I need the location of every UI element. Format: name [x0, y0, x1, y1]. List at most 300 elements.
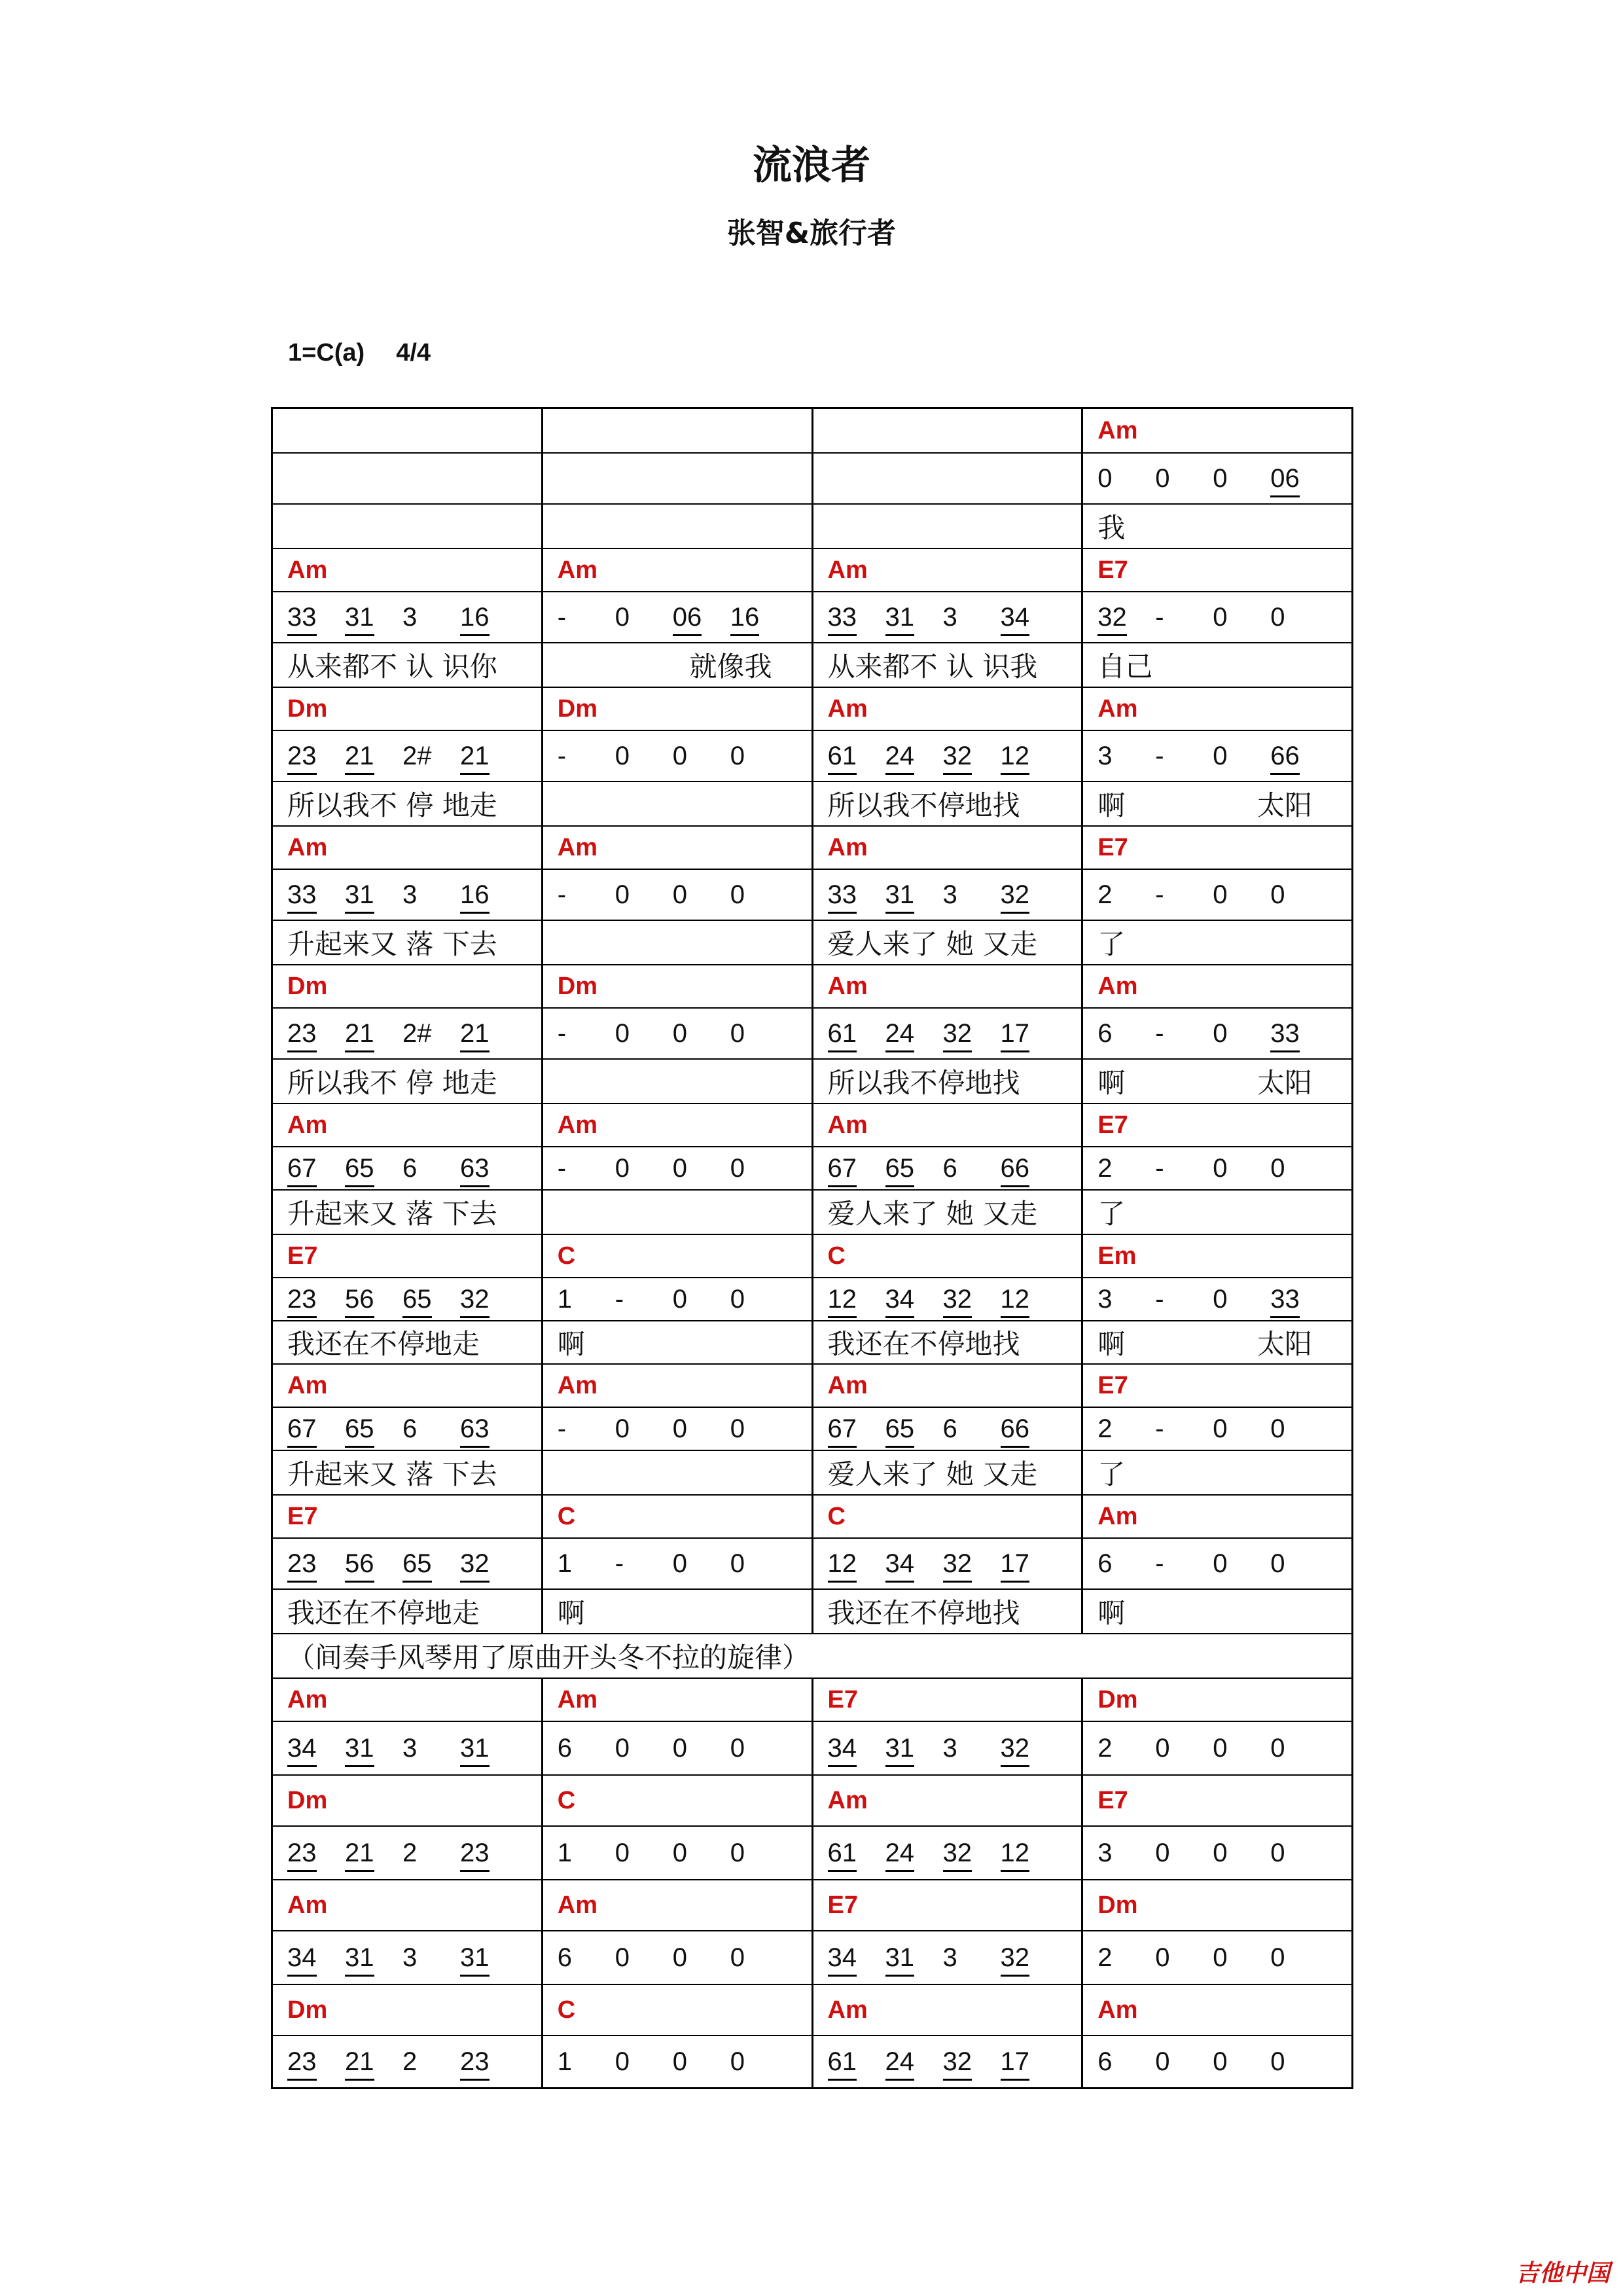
- note: 16: [730, 604, 788, 630]
- note: 0: [672, 1154, 687, 1183]
- chord-label: Am: [557, 1111, 597, 1139]
- notes-row: [273, 1407, 1351, 1450]
- measure-notes: [558, 1155, 812, 1181]
- note: 23: [287, 1020, 345, 1047]
- note: 61: [828, 743, 885, 769]
- note: 66: [1270, 743, 1328, 769]
- chord-cell: [1081, 1496, 1351, 1537]
- chord-label: E7: [827, 1891, 858, 1919]
- chord-cell: [1081, 1776, 1351, 1825]
- note: 33: [828, 604, 885, 630]
- notes-cell: [812, 1539, 1082, 1588]
- chord-label: Am: [1097, 1502, 1138, 1530]
- chord-label: Dm: [1097, 1891, 1138, 1919]
- note: -: [1155, 1414, 1164, 1443]
- note: 0: [615, 1734, 630, 1763]
- chord-cell: [541, 1776, 812, 1825]
- chord-cell: [273, 1985, 541, 2035]
- note: 6: [557, 1734, 572, 1763]
- lyric-cell: [273, 782, 541, 825]
- chord-row: [273, 1494, 1351, 1537]
- note: 0: [1270, 2047, 1285, 2076]
- key-label: 1=C(a): [288, 339, 365, 367]
- note: 34: [885, 1551, 943, 1577]
- note: 0: [615, 742, 630, 770]
- note: 24: [885, 1840, 943, 1866]
- note: 23: [287, 1840, 345, 1866]
- chord-cell: [541, 1365, 812, 1407]
- note: 33: [1270, 1286, 1328, 1312]
- meter-label: 4/4: [396, 339, 431, 367]
- note: 66: [1001, 1416, 1058, 1442]
- note: 0: [730, 742, 745, 770]
- chord-row: [273, 1363, 1351, 1407]
- measure-notes: [558, 1735, 812, 1761]
- notes-row: [273, 1146, 1351, 1189]
- note: 34: [287, 1735, 345, 1761]
- note: 61: [828, 1020, 885, 1047]
- chord-label: Am: [827, 833, 868, 861]
- notes-cell: [273, 1147, 541, 1189]
- notes-row: [273, 591, 1351, 642]
- notes-cell: [1081, 454, 1351, 503]
- chord-label: Am: [827, 972, 868, 1000]
- chord-label: C: [827, 1242, 846, 1270]
- notes-cell: [541, 1009, 812, 1058]
- lyric-text: 从来都不 认 识你: [287, 651, 497, 683]
- note: 65: [402, 1286, 460, 1312]
- notes-cell: [541, 1539, 812, 1588]
- lyric-cell: [273, 1451, 541, 1494]
- chord-row: [273, 1103, 1351, 1146]
- chord-label: Am: [827, 1371, 868, 1399]
- notes-cell: [812, 454, 1082, 503]
- note: 6: [942, 1154, 957, 1183]
- note: 0: [672, 1019, 687, 1048]
- notes-cell: [812, 2036, 1082, 2087]
- chord-cell: [541, 1104, 812, 1146]
- chord-cell: [273, 965, 541, 1007]
- lyric-cell: [541, 1321, 812, 1363]
- chord-row: [273, 964, 1351, 1007]
- note: 0: [1213, 1285, 1228, 1314]
- note: 31: [345, 604, 402, 630]
- notes-cell: [1081, 1408, 1351, 1450]
- measure-notes: [558, 1416, 812, 1442]
- notes-row: [273, 869, 1351, 920]
- note: 31: [460, 1945, 518, 1971]
- note: 23: [287, 1551, 345, 1577]
- chord-cell: [541, 549, 812, 591]
- measure-notes: [828, 743, 1082, 769]
- lyric-text: 所以我不 停 地走: [287, 789, 497, 821]
- lyric-text: 了: [1097, 1458, 1126, 1490]
- chord-label: Am: [287, 833, 328, 861]
- chord-label: Dm: [557, 694, 597, 723]
- lyric-text: 啊: [1097, 1328, 1126, 1360]
- interlude-note: （间奏手风琴用了原曲开头冬不拉的旋律）: [287, 1641, 810, 1674]
- measure-notes: [558, 1840, 812, 1866]
- measure-notes: [558, 743, 812, 769]
- chord-row: [273, 1234, 1351, 1277]
- note: 61: [828, 1840, 885, 1866]
- notes-cell: [1081, 731, 1351, 781]
- lyric-row: [273, 781, 1351, 825]
- notes-cell: [541, 1827, 812, 1879]
- note: 17: [1001, 1551, 1058, 1577]
- chord-label: Am: [827, 1786, 868, 1814]
- lyric-text: 从来都不 认 识我: [827, 651, 1038, 683]
- lyric-cell: [1081, 782, 1351, 825]
- measure-notes: [287, 743, 541, 769]
- note: 0: [672, 742, 687, 770]
- note: 3: [942, 1943, 957, 1972]
- lyric-cell: [541, 1191, 812, 1234]
- measure-notes: [287, 1840, 541, 1866]
- chord-cell: [541, 1679, 812, 1721]
- note: 17: [1001, 2049, 1058, 2075]
- lyric-cell: [541, 643, 812, 687]
- chord-cell: [1081, 688, 1351, 730]
- chord-cell: [812, 965, 1082, 1007]
- note: -: [1155, 1154, 1164, 1183]
- measure-notes: [558, 2049, 812, 2075]
- note: 0: [615, 1414, 630, 1443]
- lyric-cell: [812, 1590, 1082, 1633]
- lyric-cell: [812, 1191, 1082, 1234]
- lyric-text: 我: [1097, 512, 1126, 544]
- chord-label: C: [827, 1502, 846, 1530]
- note: 0: [1213, 2047, 1228, 2076]
- chord-label: Dm: [1097, 1685, 1138, 1713]
- chord-label: Am: [557, 1685, 597, 1713]
- chord-cell: [812, 1104, 1082, 1146]
- note: 24: [885, 1020, 943, 1047]
- note: 66: [1001, 1155, 1058, 1181]
- lyric-cell: [812, 1321, 1082, 1363]
- measure-notes: [558, 1286, 812, 1312]
- chord-cell: [273, 827, 541, 869]
- chord-cell: [1081, 1880, 1351, 1930]
- notes-cell: [1081, 2036, 1351, 2087]
- notes-cell: [541, 1278, 812, 1320]
- note: 0: [730, 1549, 745, 1578]
- notes-cell: [273, 1931, 541, 1984]
- note: 3: [942, 880, 957, 909]
- note: 3: [402, 1943, 418, 1972]
- note: 0: [672, 1285, 687, 1314]
- note: 34: [828, 1945, 885, 1971]
- note: 12: [828, 1551, 885, 1577]
- note: 1: [557, 1839, 572, 1867]
- lyric-text: 了: [1097, 1198, 1126, 1230]
- chord-cell: [273, 1880, 541, 1930]
- chord-label: E7: [1097, 1786, 1128, 1814]
- lyric-cell: [812, 782, 1082, 825]
- chord-label: C: [557, 1786, 576, 1814]
- song-artist: 张智&旅行者: [726, 217, 897, 250]
- chord-cell: [812, 1776, 1082, 1825]
- note: 0: [1213, 1414, 1228, 1443]
- notes-cell: [541, 1408, 812, 1450]
- measure-notes: [1097, 1840, 1351, 1866]
- chord-label: Am: [287, 1685, 328, 1713]
- note: 6: [1097, 1019, 1113, 1048]
- notes-cell: [541, 1147, 812, 1189]
- chord-label: Am: [287, 556, 328, 584]
- chord-label: Dm: [287, 1996, 328, 2024]
- note: 12: [1001, 743, 1058, 769]
- note: 32: [943, 743, 1001, 769]
- note: 1: [557, 2047, 572, 2076]
- note: 0: [672, 1839, 687, 1867]
- lyric-text: 爱人来了 她 又走: [827, 1198, 1038, 1230]
- chord-row: [273, 1879, 1351, 1930]
- note: 33: [287, 882, 345, 908]
- notes-cell: [541, 592, 812, 642]
- note: 3: [1097, 742, 1113, 770]
- chord-row: [273, 1984, 1351, 2035]
- chord-cell: [1081, 965, 1351, 1007]
- notes-cell: [541, 2036, 812, 2087]
- chord-cell: [1081, 827, 1351, 869]
- note: 3: [402, 880, 418, 909]
- lyric-text: 我还在不停地走: [287, 1328, 480, 1360]
- chord-label: Am: [287, 1371, 328, 1399]
- notes-cell: [1081, 1539, 1351, 1588]
- notes-cell: [1081, 870, 1351, 920]
- notes-cell: [1081, 1722, 1351, 1774]
- note: 1: [557, 1285, 572, 1314]
- lyric-cell: [1081, 505, 1351, 548]
- note: 67: [287, 1155, 345, 1181]
- note: -: [1155, 880, 1164, 909]
- lyric-text: 自己: [1097, 651, 1153, 683]
- chord-label: E7: [1097, 556, 1128, 584]
- measure-notes: [828, 1735, 1082, 1761]
- chord-cell: [812, 1365, 1082, 1407]
- chord-cell: [1081, 409, 1351, 452]
- note: 0: [1213, 1154, 1228, 1183]
- lyric-cell: [541, 782, 812, 825]
- note: 32: [943, 1840, 1001, 1866]
- chord-label: Am: [1097, 972, 1138, 1000]
- chord-row: [273, 825, 1351, 869]
- note: 16: [460, 604, 518, 630]
- chord-label: E7: [1097, 1111, 1128, 1139]
- notes-cell: [812, 1278, 1082, 1320]
- notes-row: [273, 1825, 1351, 1879]
- note: 67: [828, 1155, 885, 1181]
- note: 0: [672, 1549, 687, 1578]
- note: 0: [1270, 1549, 1285, 1578]
- notes-row: [273, 1537, 1351, 1588]
- measure-notes: [1097, 604, 1351, 630]
- lyric-cell: [1081, 921, 1351, 964]
- chord-cell: [541, 1235, 812, 1277]
- note: 31: [345, 882, 402, 908]
- note: 23: [287, 1286, 345, 1312]
- notes-cell: [812, 1827, 1082, 1879]
- notes-cell: [812, 1722, 1082, 1774]
- lyric-cell: [273, 505, 541, 548]
- note: 0: [615, 1839, 630, 1867]
- note: 0: [615, 1019, 630, 1048]
- lyric-row: [273, 1320, 1351, 1363]
- note: 32: [1001, 1735, 1058, 1761]
- note: 34: [885, 1286, 943, 1312]
- notes-cell: [812, 870, 1082, 920]
- full-row: [273, 1633, 1351, 1677]
- measure-notes: [1097, 1155, 1351, 1181]
- chord-label: Am: [287, 1891, 328, 1919]
- note: 2: [402, 2047, 418, 2076]
- key-signature: [288, 339, 462, 367]
- note: 65: [402, 1551, 460, 1577]
- note: 34: [1001, 604, 1058, 630]
- chord-cell: [812, 688, 1082, 730]
- notes-cell: [273, 1539, 541, 1588]
- chord-cell: [273, 549, 541, 591]
- notes-cell: [812, 592, 1082, 642]
- measure-notes: [287, 1945, 541, 1971]
- chord-cell: [812, 1985, 1082, 2035]
- chord-label: E7: [287, 1502, 318, 1530]
- lyric-text: 了: [1097, 928, 1126, 960]
- chord-label: Am: [1097, 694, 1138, 723]
- note: 31: [885, 1945, 943, 1971]
- lyric-cell: [1081, 1590, 1351, 1633]
- chord-cell: [541, 1985, 812, 2035]
- note: 2: [1097, 1414, 1113, 1443]
- watermark-logo: 吉他中国: [1515, 2260, 1610, 2287]
- note: 23: [287, 2049, 345, 2075]
- lyric-cell: [541, 505, 812, 548]
- lyric-text: 太阳: [1257, 1067, 1312, 1099]
- note: 2: [1097, 1943, 1113, 1972]
- notes-cell: [1081, 1278, 1351, 1320]
- measure-notes: [828, 2049, 1082, 2075]
- chord-row: [273, 548, 1351, 591]
- note: 0: [1213, 880, 1228, 909]
- chord-cell: [812, 1496, 1082, 1537]
- chord-cell: [1081, 1679, 1351, 1721]
- lyric-cell: [812, 1060, 1082, 1103]
- lyric-cell: [273, 1590, 541, 1633]
- chord-label: Am: [1097, 1996, 1138, 2024]
- chord-label: Am: [557, 1371, 597, 1399]
- notes-cell: [1081, 592, 1351, 642]
- note: 61: [828, 2049, 885, 2075]
- note: 34: [828, 1735, 885, 1761]
- note: 0: [730, 1154, 745, 1183]
- note: 2: [1097, 1734, 1113, 1763]
- notes-cell: [812, 1147, 1082, 1189]
- note: 32: [943, 1020, 1001, 1047]
- chord-cell: [812, 1679, 1082, 1721]
- note: 2: [1097, 880, 1113, 909]
- lyric-cell: [812, 921, 1082, 964]
- measure-notes: [1097, 1551, 1351, 1577]
- notes-cell: [1081, 1147, 1351, 1189]
- chord-label: Am: [827, 1111, 868, 1139]
- lyric-row: [273, 1450, 1351, 1494]
- note: -: [615, 1549, 624, 1578]
- measure-notes: [1097, 2049, 1351, 2075]
- note: 32: [460, 1286, 518, 1312]
- lyric-text: 所以我不停地找: [827, 789, 1020, 821]
- chord-label: E7: [1097, 1371, 1128, 1399]
- chord-label: E7: [287, 1242, 318, 1270]
- lyric-cell: [812, 643, 1082, 687]
- notes-cell: [541, 454, 812, 503]
- lyric-cell: [812, 505, 1082, 548]
- chord-cell: [273, 1365, 541, 1407]
- measure-notes: [558, 882, 812, 908]
- note: 23: [460, 1840, 518, 1866]
- lyric-text: 就像我: [689, 651, 772, 683]
- chord-label: Em: [1097, 1242, 1137, 1270]
- note: 0: [730, 1734, 745, 1763]
- note: 24: [885, 2049, 943, 2075]
- chord-label: Am: [827, 1996, 868, 2024]
- lyric-cell: [541, 1590, 812, 1633]
- notes-row: [273, 1930, 1351, 1984]
- note: 23: [460, 2049, 518, 2075]
- note: -: [557, 1414, 567, 1443]
- note: -: [557, 1154, 567, 1183]
- lyric-cell: [541, 1451, 812, 1494]
- notes-cell: [273, 1827, 541, 1879]
- lyric-text: 太阳: [1257, 789, 1312, 821]
- note: 65: [885, 1416, 943, 1442]
- notes-row: [273, 1007, 1351, 1058]
- note: 0: [672, 1734, 687, 1763]
- note: 31: [885, 882, 943, 908]
- notes-row: [273, 2035, 1351, 2087]
- measure-notes: [1097, 743, 1351, 769]
- chord-label: Am: [557, 833, 597, 861]
- measure-notes: [1097, 882, 1351, 908]
- notes-cell: [273, 454, 541, 503]
- notes-row: [273, 730, 1351, 781]
- chord-label: Am: [827, 694, 868, 723]
- note: 3: [942, 1734, 957, 1763]
- note: 0: [1270, 880, 1285, 909]
- note: 32: [1001, 882, 1058, 908]
- note: 33: [828, 882, 885, 908]
- note: 2: [402, 1839, 418, 1867]
- note: 0: [1213, 1943, 1228, 1972]
- note: 32: [460, 1551, 518, 1577]
- note: 31: [345, 1735, 402, 1761]
- lyric-cell: [273, 1060, 541, 1103]
- note: 67: [828, 1416, 885, 1442]
- chord-cell: [1081, 1985, 1351, 2035]
- measure-notes: [1097, 1416, 1351, 1442]
- notes-cell: [1081, 1931, 1351, 1984]
- note: 32: [1001, 1945, 1058, 1971]
- note: 0: [1155, 464, 1170, 493]
- note: 3: [402, 1734, 418, 1763]
- lyric-cell: [1081, 1321, 1351, 1363]
- chord-label: Dm: [287, 694, 328, 723]
- note: 2: [1097, 1154, 1113, 1183]
- measure-notes: [558, 1551, 812, 1577]
- chord-label: Dm: [287, 1786, 328, 1814]
- notes-cell: [541, 731, 812, 781]
- notes-cell: [273, 592, 541, 642]
